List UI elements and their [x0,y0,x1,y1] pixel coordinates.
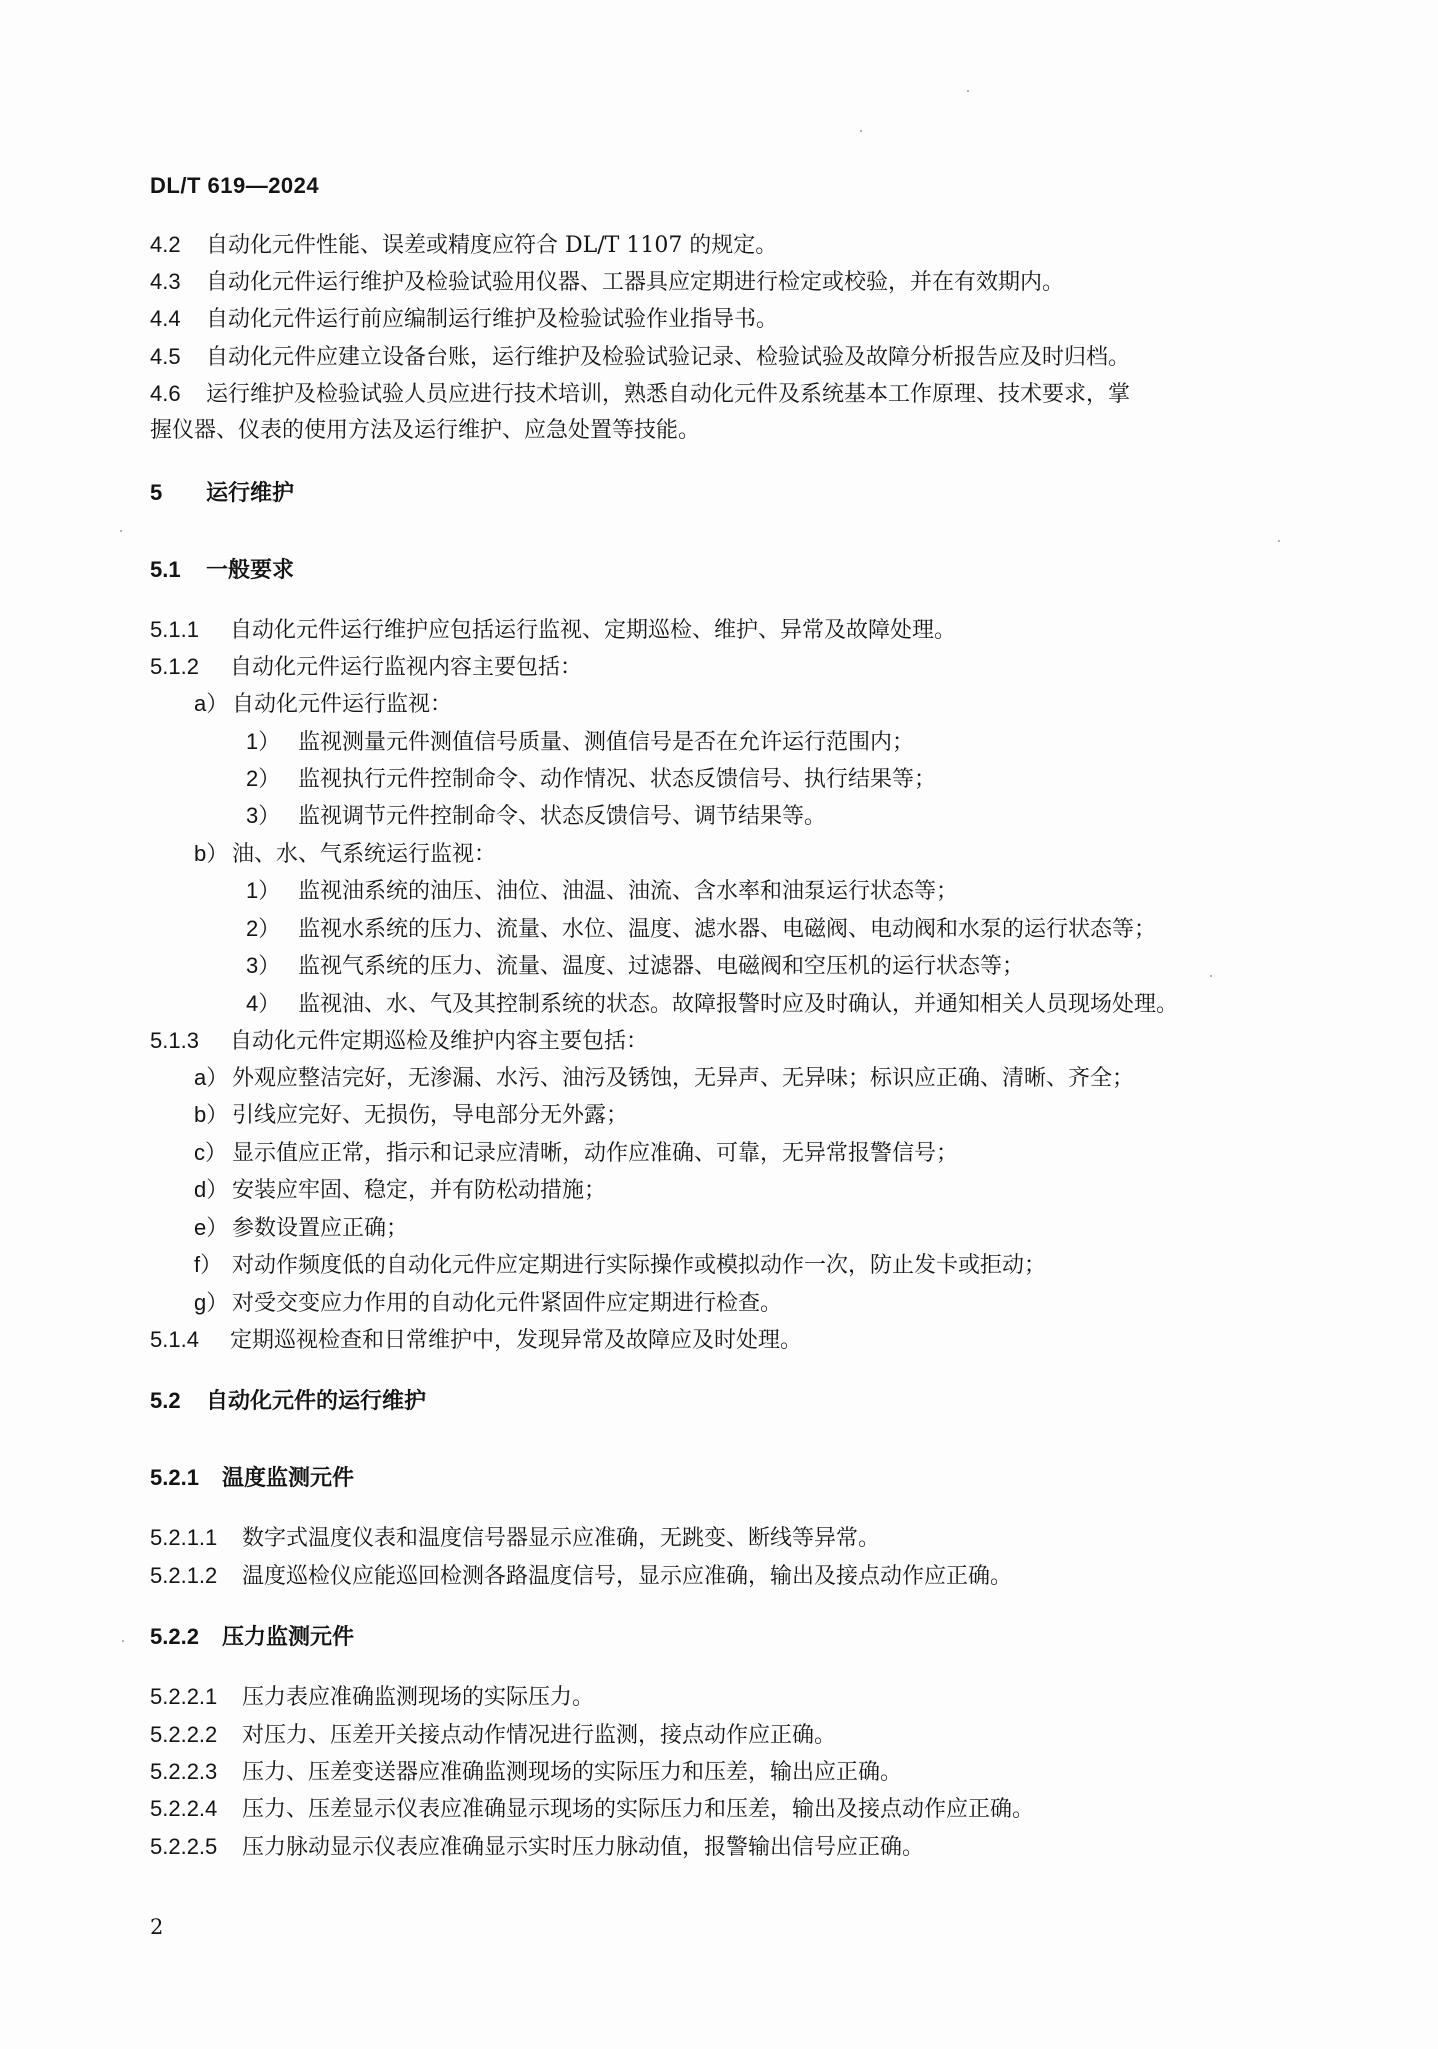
list-item [246,764,936,795]
clause-5-1-4 [150,1325,802,1356]
clause-number: 5.2.2.5 [150,1834,218,1859]
clause-text: 压力表应准确监测现场的实际压力。 [242,1685,595,1710]
clause-text: 数字式温度仪表和温度信号器显示应准确，无跳变、断线等异常。 [242,1526,881,1551]
clause-text: 压力脉动显示仪表应准确显示实时压力脉动值，报警输出信号应正确。 [242,1835,925,1860]
list-marker: g） [194,1290,229,1315]
list-item [194,1175,606,1206]
scan-speck [967,90,969,92]
list-item [194,1100,628,1131]
clause-text: 自动化元件运行维护应包括运行监视、定期巡检、维护、异常及故障处理。 [230,618,957,643]
clause-number: 4.6 [150,381,181,406]
section-heading-5-2-2 [150,1622,354,1653]
scan-speck [1210,975,1212,977]
list-marker: d） [194,1177,229,1202]
list-text: 监视执行元件控制命令、动作情况、状态反馈信号、执行结果等； [298,767,937,792]
clause-text: 压力、压差变送器应准确监测现场的实际压力和压差，输出应正确。 [242,1760,903,1785]
list-text: 参数设置应正确； [232,1216,409,1241]
section-number: 5.2.1 [150,1465,199,1490]
clause-5-2-2-3 [150,1757,902,1788]
section-title: 压力监测元件 [222,1625,355,1650]
list-marker: 3） [246,953,281,978]
section-heading-5-2-1 [150,1463,354,1494]
clause-4-6-continued [150,416,700,446]
section-title: 温度监测元件 [222,1466,355,1491]
clause-number: 5.2.2.4 [150,1796,218,1821]
list-marker: 1） [246,878,281,903]
clause-number: 5.2.2.1 [150,1684,218,1709]
list-item [194,1288,782,1319]
list-item [194,689,452,720]
scan-speck [120,530,122,532]
page-number: 2 [150,1915,164,1939]
section-heading-5-1 [150,555,294,586]
list-marker: c） [194,1140,228,1165]
list-marker: a） [194,1065,229,1090]
clause-text: 自动化元件运行前应编制运行维护及检验试验作业指导书。 [206,307,779,332]
list-item [194,1250,1046,1281]
clause-4-5 [150,342,1130,373]
list-marker: 2） [246,766,281,791]
clause-number: 4.5 [150,344,181,369]
clause-5-2-2-1 [150,1682,594,1713]
list-text: 监视调节元件控制命令、状态反馈信号、调节结果等。 [298,804,827,829]
document-header: DL/T 619—2024 [150,173,320,198]
clause-4-4 [150,304,778,335]
clause-number: 5.1.3 [150,1028,199,1053]
list-item [246,876,958,907]
list-marker: f） [194,1252,223,1277]
clause-5-2-1-2 [150,1561,1012,1592]
list-marker: 1） [246,729,281,754]
section-heading-5 [150,478,294,509]
clause-5-2-2-4 [150,1794,1034,1825]
list-text: 对动作频度低的自动化元件应定期进行实际操作或模拟动作一次，防止发卡或拒动； [232,1253,1047,1278]
section-title: 运行维护 [206,481,295,506]
clause-text: 压力、压差显示仪表应准确显示现场的实际压力和压差，输出及接点动作应正确。 [242,1797,1035,1822]
scan-speck [860,130,862,132]
clause-text: 对压力、压差开关接点动作情况进行监测，接点动作应正确。 [242,1723,837,1748]
clause-number: 5.1.4 [150,1327,199,1352]
clause-number: 4.3 [150,269,181,294]
list-item [246,989,1178,1020]
list-text: 监视测量元件测值信号质量、测值信号是否在允许运行范围内； [298,730,915,755]
list-text: 监视油、水、气及其控制系统的状态。故障报警时应及时确认，并通知相关人员现场处理。 [298,992,1179,1017]
list-text: 对受交变应力作用的自动化元件紧固件应定期进行检查。 [232,1291,783,1316]
scan-speck [1278,540,1280,542]
clause-4-3 [150,267,1064,298]
list-text: 监视油系统的油压、油位、油温、油流、含水率和油泵运行状态等； [298,879,959,904]
list-marker: b） [194,841,229,866]
clause-text: 自动化元件应建立设备台账，运行维护及检验试验记录、检验试验及故障分析报告应及时归档。 [206,345,1131,370]
list-item [194,1063,1134,1094]
clause-number: 5.2.2.3 [150,1759,218,1784]
clause-5-1-3 [150,1026,648,1057]
clause-text: 定期巡视检查和日常维护中，发现异常及故障应及时处理。 [230,1328,803,1353]
section-number: 5.1 [150,557,181,582]
clause-4-6 [150,379,1130,410]
clause-number: 5.2.1.2 [150,1563,218,1588]
clause-5-1-2 [150,652,582,683]
clause-number: 5.2.2.2 [150,1722,218,1747]
clause-text: 温度巡检仪应能巡回检测各路温度信号，显示应准确，输出及接点动作应正确。 [242,1564,1013,1589]
list-marker: e） [194,1215,229,1240]
clause-5-2-2-2 [150,1720,836,1751]
list-text: 自动化元件运行监视： [232,692,453,717]
clause-5-1-1 [150,615,956,646]
section-number: 5.2.2 [150,1624,199,1649]
list-marker: b） [194,1102,229,1127]
clause-text: 运行维护及检验试验人员应进行技术培训，熟悉自动化元件及系统基本工作原理、技术要求，掌 [206,382,1131,407]
clause-4-2 [150,230,777,261]
list-item [246,727,914,758]
clause-text: 自动化元件定期巡检及维护内容主要包括： [230,1029,649,1054]
list-text: 外观应整洁完好，无渗漏、水污、油污及锈蚀，无异声、无异味；标识应正确、清晰、齐全； [232,1066,1135,1091]
scan-speck [122,1640,124,1642]
list-text: 监视水系统的压力、流量、水位、温度、滤水器、电磁阀、电动阀和水泵的运行状态等； [298,917,1157,942]
list-item [194,839,496,870]
list-item [246,951,1024,982]
list-item [194,1213,408,1244]
section-number: 5.2 [150,1388,181,1413]
clause-5-2-2-5 [150,1832,924,1863]
clause-number: 4.4 [150,306,181,331]
clause-number: 5.1.1 [150,617,199,642]
list-text: 监视气系统的压力、流量、温度、过滤器、电磁阀和空压机的运行状态等； [298,954,1025,979]
list-marker: 3） [246,803,281,828]
list-text: 安装应牢固、稳定，并有防松动措施； [232,1178,607,1203]
list-item [246,801,826,832]
clause-text: 自动化元件性能、误差或精度应符合 DL/T 1107 的规定。 [206,233,778,258]
clause-text: 自动化元件运行维护及检验试验用仪器、工器具应定期进行检定或校验，并在有效期内。 [206,270,1065,295]
clause-text: 自动化元件运行监视内容主要包括： [230,655,583,680]
section-title: 一般要求 [206,558,295,583]
list-marker: 4） [246,991,281,1016]
list-item [246,914,1156,945]
clause-5-2-1-1 [150,1523,880,1554]
list-text: 引线应完好、无损伤，导电部分无外露； [232,1103,629,1128]
clause-number: 4.2 [150,232,181,257]
section-title: 自动化元件的运行维护 [206,1389,427,1414]
clause-number: 5.1.2 [150,654,199,679]
clause-number: 5.2.1.1 [150,1525,218,1550]
list-marker: 2） [246,916,281,941]
list-item [194,1138,958,1169]
section-number: 5 [150,480,163,505]
clause-text: 握仪器、仪表的使用方法及运行维护、应急处置等技能。 [150,418,701,443]
list-text: 油、水、气系统运行监视： [232,842,497,867]
section-heading-5-2 [150,1386,426,1417]
list-text: 显示值应正常，指示和记录应清晰，动作应准确、可靠，无异常报警信号； [232,1141,959,1166]
list-marker: a） [194,691,229,716]
